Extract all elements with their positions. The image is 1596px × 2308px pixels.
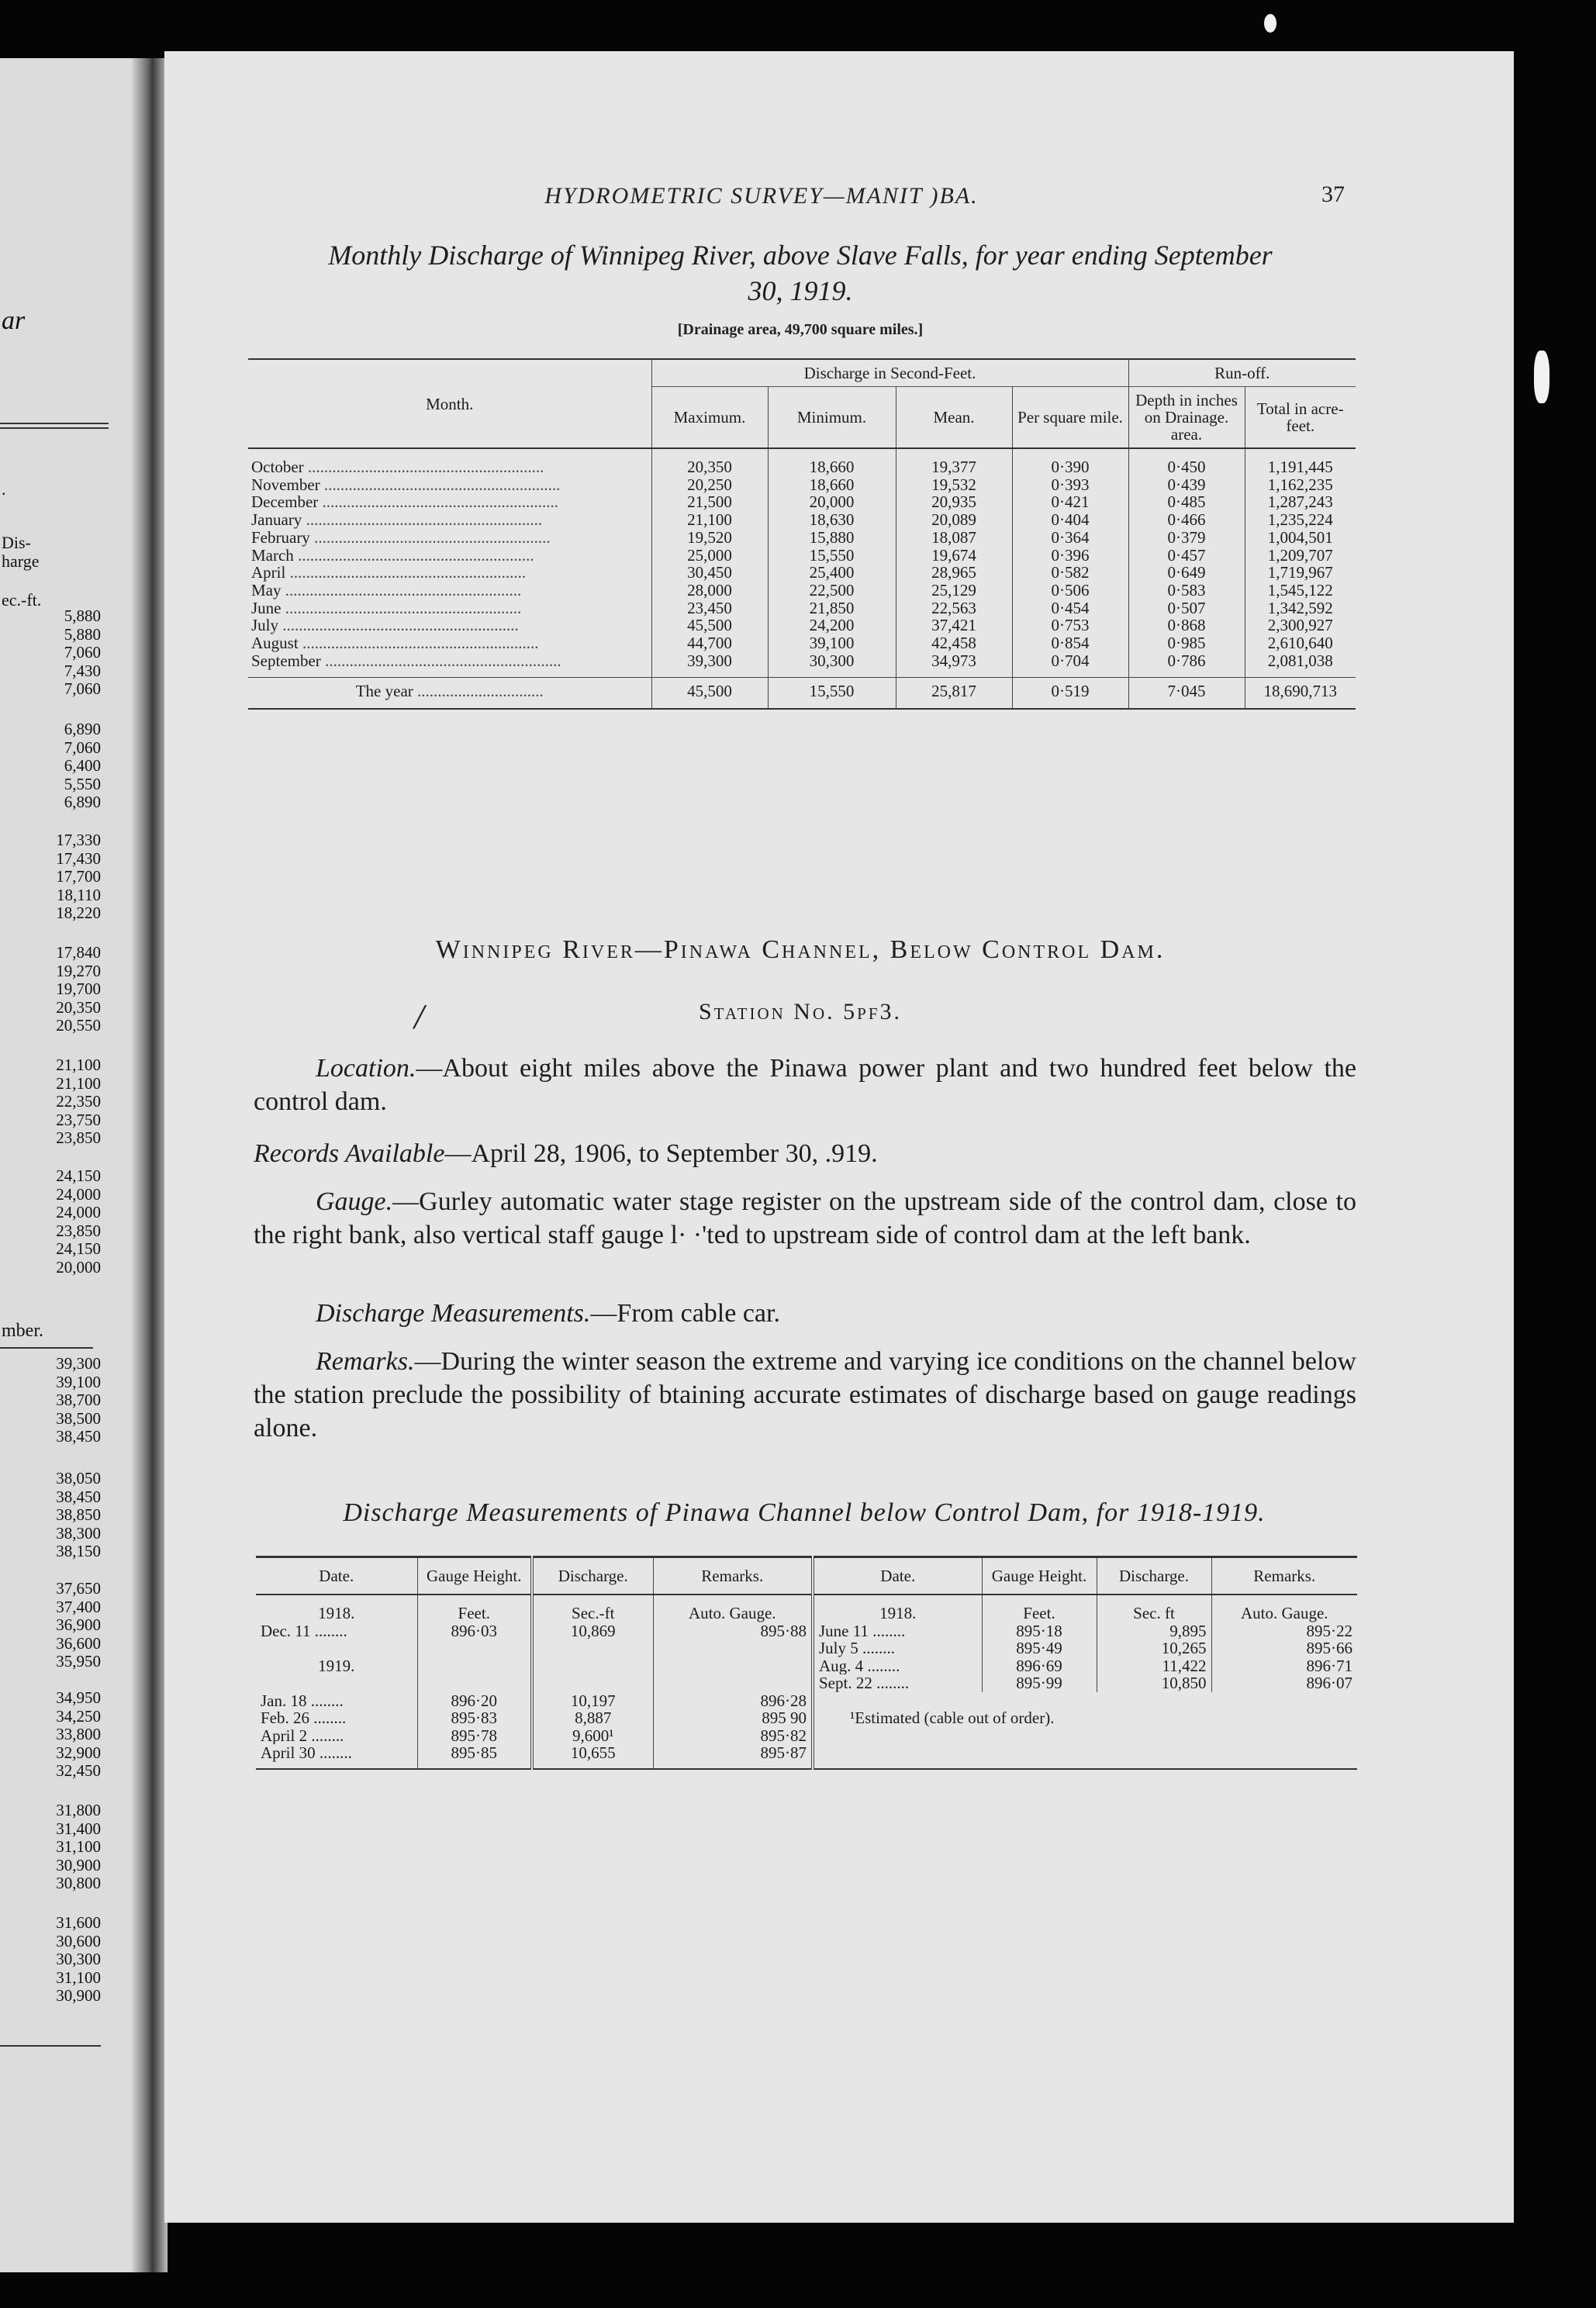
left-group-5	[0, 1056, 101, 1148]
total-acre-feet: 1,342,592	[1245, 599, 1356, 617]
maximum: 30,450	[651, 564, 768, 582]
depth-inches: 0·583	[1128, 582, 1245, 599]
date: June 11	[819, 1622, 869, 1639]
date: July 5	[819, 1639, 858, 1657]
left-value: 21,100	[56, 1073, 101, 1093]
col-mean: Mean.	[896, 387, 1012, 449]
depth-inches: 0·786	[1128, 652, 1245, 678]
left-value: 24,150	[56, 1166, 101, 1185]
total-acre-feet: 1,209,707	[1245, 547, 1356, 565]
unit-auto-gauge: Auto. Gauge.	[653, 1595, 813, 1622]
unit-feet: Feet.	[417, 1595, 532, 1622]
discharge: 11,422	[1097, 1657, 1211, 1675]
remarks: 896·07	[1211, 1674, 1357, 1692]
left-value: 7,060	[64, 643, 101, 662]
minimum: 24,200	[768, 617, 896, 634]
discharge-text: —From cable car.	[590, 1299, 780, 1328]
left-section-label: mber.	[2, 1321, 43, 1341]
left-value: 20,000	[56, 1257, 101, 1277]
left-value: 23,850	[56, 1221, 101, 1240]
date: April 2	[261, 1726, 308, 1744]
left-value: 30,600	[56, 1931, 101, 1950]
per-square-mile: 0·854	[1012, 634, 1128, 652]
group-discharge: Discharge in Second-Feet.	[651, 359, 1128, 387]
per-square-mile: 0·396	[1012, 547, 1128, 565]
footnote-text: ¹Estimated (cable out of order).	[850, 1709, 1055, 1727]
left-value: 37,400	[56, 1597, 101, 1616]
month-name: September	[251, 651, 321, 670]
col-remarks-right: Remarks.	[1211, 1557, 1357, 1595]
left-value: 38,050	[56, 1469, 101, 1487]
table-row: June .......................................................... 23,450 21,850 22,563 0·454 0·507 1,342,592	[248, 599, 1356, 617]
left-value: 19,700	[56, 980, 101, 998]
left-value: 34,250	[56, 1706, 101, 1726]
maximum: 39,300	[651, 652, 768, 678]
month-name: October	[251, 458, 304, 476]
year-label: The year	[355, 682, 413, 701]
left-value: 19,270	[56, 961, 101, 980]
mean: 18,087	[896, 529, 1012, 547]
running-header: HYDROMETRIC SURVEY—MANIT )BA.	[544, 183, 979, 209]
table-row: November .......................................................... 20,250 18,660 19,532 0·393 0·439 1,162,235	[248, 476, 1356, 494]
left-value: 35,950	[56, 1652, 101, 1671]
left-dots: .	[2, 479, 6, 499]
minimum: 18,660	[768, 476, 896, 494]
per-square-mile: 0·753	[1012, 617, 1128, 634]
left-value: 38,150	[56, 1542, 101, 1560]
left-value: 31,600	[56, 1913, 101, 1932]
remarks: 895·87	[653, 1744, 813, 1769]
col-discharge-right: Discharge.	[1097, 1557, 1211, 1595]
left-value: 31,100	[56, 1837, 101, 1856]
monthly-discharge-table	[248, 358, 1356, 710]
depth-inches: 0·507	[1128, 599, 1245, 617]
table-row: 1919. Aug. 4 ........ 896·69 11,422 896·71	[256, 1657, 1357, 1675]
left-group-1	[0, 607, 101, 699]
discharge: 9,600¹	[532, 1727, 653, 1745]
year-maximum: 45,500	[651, 678, 768, 709]
left-value: 17,840	[56, 943, 101, 962]
left-value: 32,900	[56, 1743, 101, 1762]
depth-inches: 0·439	[1128, 476, 1245, 494]
page-number: 37	[1321, 181, 1345, 207]
left-value: 34,950	[56, 1688, 101, 1707]
month-name: March	[251, 546, 294, 565]
month-name: January	[251, 511, 302, 529]
left-rule	[0, 2045, 101, 2047]
left-value: 6,400	[64, 756, 101, 775]
depth-inches: 0·985	[1128, 634, 1245, 652]
maximum: 20,350	[651, 448, 768, 476]
left-value: 18,220	[56, 904, 101, 922]
left-value: 24,000	[56, 1203, 101, 1221]
left-value: 7,060	[64, 738, 101, 757]
unit-feet: Feet.	[982, 1595, 1097, 1622]
month-name: April	[251, 564, 286, 582]
left-value: 31,400	[56, 1819, 101, 1838]
mean: 37,421	[896, 617, 1012, 634]
discharge-paragraph	[254, 1297, 1356, 1330]
left-value: 17,330	[56, 831, 101, 849]
left-value: 24,150	[56, 1239, 101, 1258]
minimum: 15,880	[768, 529, 896, 547]
total-acre-feet: 1,719,967	[1245, 564, 1356, 582]
discharge: 10,265	[1097, 1639, 1211, 1657]
maximum: 45,500	[651, 617, 768, 634]
left-value: 21,100	[56, 1056, 101, 1074]
col-maximum: Maximum.	[651, 387, 768, 449]
left-value: 38,300	[56, 1523, 101, 1543]
minimum: 21,850	[768, 599, 896, 617]
location-label: Location.	[316, 1054, 416, 1083]
table-row: December .......................................................... 21,500 20,000 20,935 0·421 0·485 1,287,243	[248, 493, 1356, 511]
unit-secft: Sec. ft	[1097, 1595, 1211, 1622]
col-gauge-left: Gauge Height.	[417, 1557, 532, 1595]
left-top-word: ar	[2, 306, 26, 335]
depth-inches: 0·649	[1128, 564, 1245, 582]
gauge-height: 896·03	[417, 1622, 532, 1640]
left-value: 5,550	[64, 774, 101, 793]
total-acre-feet: 1,162,235	[1245, 476, 1356, 494]
year-total-acre-feet: 18,690,713	[1245, 678, 1356, 709]
table-row: Sept. 22 ........ 895·99 10,850 896·07	[256, 1674, 1357, 1692]
monthly-rows	[248, 448, 1356, 709]
mean: 19,532	[896, 476, 1012, 494]
year-minimum: 15,550	[768, 678, 896, 709]
book-gutter	[130, 58, 168, 2272]
scan-speck	[1264, 14, 1276, 33]
left-value: 38,500	[56, 1408, 101, 1428]
records-paragraph	[254, 1137, 1356, 1170]
discharge-label: Discharge Measurements.	[316, 1299, 591, 1328]
table-row: April 2 ........ 895·78 9,600¹ 895·82	[256, 1727, 1357, 1745]
per-square-mile: 0·404	[1012, 511, 1128, 529]
col-minimum: Minimum.	[768, 387, 896, 449]
year-depth-inches: 7·045	[1128, 678, 1245, 709]
table2-title: Discharge Measurements of Pinawa Channel below Control Dam, for 1918-1919.	[343, 1498, 1266, 1527]
mean: 22,563	[896, 599, 1012, 617]
left-value: 38,450	[56, 1427, 101, 1446]
left-group-7	[0, 1355, 101, 1446]
total-acre-feet: 1,545,122	[1245, 582, 1356, 599]
left-value: 36,900	[56, 1615, 101, 1634]
location-text: —About eight miles above the Pinawa power plant and two hundred feet below the control dam.	[254, 1054, 1356, 1116]
left-value: 38,450	[56, 1487, 101, 1506]
table-row: Jan. 18 ........ 896·20 10,197 896·28	[256, 1692, 1357, 1710]
total-acre-feet: 2,610,640	[1245, 634, 1356, 652]
maximum: 23,450	[651, 599, 768, 617]
month-name: December	[251, 493, 319, 512]
table-row: Feb. 26 ........ 895·83 8,887 895 90 ¹Estimated (cable out of order).	[256, 1709, 1357, 1727]
gauge-label: Gauge.	[316, 1187, 393, 1216]
maximum: 19,520	[651, 529, 768, 547]
mean: 34,973	[896, 652, 1012, 678]
col-per-square-mile: Per square mile.	[1012, 387, 1128, 449]
table-row: July 5 ........ 895·49 10,265 895·66	[256, 1639, 1357, 1657]
table1-title	[242, 237, 1359, 309]
per-square-mile: 0·421	[1012, 493, 1128, 511]
discharge: 10,197	[532, 1692, 653, 1710]
col-discharge-left: Discharge.	[532, 1557, 653, 1595]
discharge: 10,869	[532, 1622, 653, 1640]
maximum: 25,000	[651, 547, 768, 565]
discharge: 9,895	[1097, 1622, 1211, 1640]
left-value: 20,350	[56, 997, 101, 1017]
remarks: 895·22	[1211, 1622, 1357, 1640]
per-square-mile: 0·390	[1012, 448, 1128, 476]
gauge-height: 895·83	[417, 1709, 532, 1727]
year-total-row: The year ............................... 45,500 15,550 25,817 0·519 7·045 18,690,713	[248, 678, 1356, 709]
left-value: 31,100	[56, 1968, 101, 1987]
depth-inches: 0·457	[1128, 547, 1245, 565]
depth-inches: 0·868	[1128, 617, 1245, 634]
left-value: 30,900	[56, 1986, 101, 2005]
unit-auto-gauge: Auto. Gauge.	[1211, 1595, 1357, 1622]
remarks: 895·66	[1211, 1639, 1357, 1657]
left-year-1918: 1918.	[318, 1604, 355, 1622]
depth-inches: 0·485	[1128, 493, 1245, 511]
table-row: September .......................................................... 39,300 30,300 34,973 0·704 0·786 2,081,038	[248, 652, 1356, 678]
per-square-mile: 0·393	[1012, 476, 1128, 494]
minimum: 20,000	[768, 493, 896, 511]
mean: 42,458	[896, 634, 1012, 652]
left-group-8	[0, 1470, 101, 1561]
left-value: 23,850	[56, 1128, 101, 1147]
minimum: 22,500	[768, 582, 896, 599]
left-value: 38,850	[56, 1505, 101, 1524]
mean: 19,377	[896, 448, 1012, 476]
left-group-4	[0, 944, 101, 1035]
mean: 20,935	[896, 493, 1012, 511]
month-name: July	[251, 617, 279, 635]
left-value: 18,110	[57, 885, 101, 904]
left-group-12	[0, 1914, 101, 2006]
remarks-paragraph	[254, 1345, 1356, 1445]
discharge: 10,850	[1097, 1674, 1211, 1692]
month-name: May	[251, 581, 282, 599]
left-value: 38,700	[56, 1391, 101, 1409]
per-square-mile: 0·364	[1012, 529, 1128, 547]
left-year-1919: 1919.	[318, 1656, 355, 1675]
left-unit: ec.-ft.	[2, 590, 42, 610]
left-group-9	[0, 1580, 101, 1671]
table-row: March .......................................................... 25,000 15,550 19,674 0·396 0·457 1,209,707	[248, 547, 1356, 565]
left-group-10	[0, 1689, 101, 1781]
gauge-height: 895·18	[982, 1622, 1097, 1640]
total-acre-feet: 2,081,038	[1245, 652, 1356, 678]
minimum: 18,630	[768, 511, 896, 529]
minimum: 39,100	[768, 634, 896, 652]
gauge-height: 895·78	[417, 1727, 532, 1745]
col-total-acre-feet: Total in acre-feet.	[1245, 387, 1356, 449]
mean: 28,965	[896, 564, 1012, 582]
maximum: 20,250	[651, 476, 768, 494]
section-heading: Winnipeg River—Pinawa Channel, Below Control Dam.	[435, 935, 1166, 964]
left-value: 36,600	[56, 1633, 101, 1653]
gauge-height: 895·99	[982, 1674, 1097, 1692]
left-value: 6,890	[64, 793, 101, 811]
mean: 20,089	[896, 511, 1012, 529]
group-runoff: Run-off.	[1128, 359, 1356, 387]
remarks-label: Remarks.	[316, 1347, 415, 1376]
station-number: Station No. 5pf3.	[698, 999, 902, 1024]
unit-secft: Sec.-ft	[532, 1595, 653, 1622]
left-value: 30,300	[56, 1950, 101, 1968]
depth-inches: 0·450	[1128, 448, 1245, 476]
per-square-mile: 0·454	[1012, 599, 1128, 617]
col-depth: Depth in inches on Drainage. area.	[1128, 387, 1245, 449]
left-value: 6,890	[64, 720, 101, 738]
left-group-11	[0, 1802, 101, 1893]
col-month: Month.	[248, 359, 651, 448]
left-header-bottom: harge	[2, 551, 40, 571]
left-group-3	[0, 831, 101, 923]
col-gauge-right: Gauge Height.	[982, 1557, 1097, 1595]
left-facing-page	[0, 58, 151, 2272]
gauge-height: 896·69	[982, 1657, 1097, 1675]
left-value: 24,000	[56, 1184, 101, 1204]
left-group-2	[0, 720, 101, 812]
year-mean: 25,817	[896, 678, 1012, 709]
col-remarks-left: Remarks.	[653, 1557, 813, 1595]
table-row: Dec. 11 ........ 896·03 10,869 895·88 June 11 ........ 895·18 9,895 895·22	[256, 1622, 1357, 1640]
discharge: 10,655	[532, 1744, 653, 1769]
table-row: October .......................................................... 20,350 18,660 19,377 0·390 0·450 1,191,445	[248, 448, 1356, 476]
per-square-mile: 0·506	[1012, 582, 1128, 599]
maximum: 28,000	[651, 582, 768, 599]
total-acre-feet: 1,004,501	[1245, 529, 1356, 547]
left-value: 37,650	[56, 1579, 101, 1598]
date: Sept. 22	[819, 1674, 872, 1692]
table-row: May .......................................................... 28,000 22,500 25,129 0·506 0·583 1,545,122	[248, 582, 1356, 599]
left-value: 5,880	[64, 606, 101, 625]
table-row: April .......................................................... 30,450 25,400 28,965 0·582 0·649 1,719,967	[248, 564, 1356, 582]
table1-title-line2: 30, 1919.	[748, 275, 853, 306]
maximum: 44,700	[651, 634, 768, 652]
discharge: 8,887	[532, 1709, 653, 1727]
minimum: 15,550	[768, 547, 896, 565]
table-row: July .......................................................... 45,500 24,200 37,421 0·753 0·868 2,300,927	[248, 617, 1356, 634]
left-value: 7,060	[64, 679, 101, 698]
left-value: 17,430	[56, 848, 101, 868]
left-value: 22,350	[56, 1092, 101, 1111]
left-value: 39,300	[56, 1354, 101, 1373]
margin-mark: /	[414, 997, 424, 1036]
date: Dec. 11	[261, 1622, 311, 1639]
gauge-height: 896·20	[417, 1692, 532, 1710]
left-rule	[0, 423, 109, 424]
gauge-height: 895·85	[417, 1744, 532, 1769]
discharge-measurements-table	[256, 1556, 1357, 1770]
left-value: 33,800	[56, 1725, 101, 1743]
left-value: 31,800	[56, 1801, 101, 1819]
left-value: 5,880	[64, 624, 101, 644]
month-name: November	[251, 475, 320, 494]
total-acre-feet: 1,287,243	[1245, 493, 1356, 511]
date: Aug. 4	[819, 1657, 864, 1674]
footnote	[813, 1709, 1357, 1727]
left-header-top: Dis-	[2, 533, 31, 552]
remarks: 895·88	[653, 1622, 813, 1640]
month-name: February	[251, 528, 310, 547]
month-name: June	[251, 599, 282, 617]
total-acre-feet: 2,300,927	[1245, 617, 1356, 634]
gauge-height: 895·49	[982, 1639, 1097, 1657]
scan-speck	[1534, 351, 1549, 403]
month-name: August	[251, 634, 299, 652]
date: Jan. 18	[261, 1691, 307, 1709]
location-paragraph	[254, 1052, 1356, 1118]
per-square-mile: 0·704	[1012, 652, 1128, 678]
gauge-paragraph	[254, 1185, 1356, 1252]
remarks: 895·82	[653, 1727, 813, 1745]
left-rule	[0, 427, 109, 429]
minimum: 18,660	[768, 448, 896, 476]
table-row: April 30 ........ 895·85 10,655 895·87	[256, 1744, 1357, 1769]
left-value: 39,100	[56, 1372, 101, 1391]
remarks-text: —During the winter season the extreme and varying ice conditions on the channel below the station preclude the possibility of btaining accurate estimates of discharge based on gauge readings alone.	[254, 1347, 1356, 1442]
maximum: 21,500	[651, 493, 768, 511]
gauge-text: —Gurley automatic water stage register on the upstream side of the control dam, close to the right bank, also vertical staff gauge l· ·'ted to upstream side of control dam at the left bank.	[254, 1187, 1356, 1249]
total-acre-feet: 1,235,224	[1245, 511, 1356, 529]
minimum: 25,400	[768, 564, 896, 582]
records-text: —April 28, 1906, to September 30, .919.	[444, 1139, 878, 1168]
scanned-page	[164, 51, 1514, 2223]
total-acre-feet: 1,191,445	[1245, 448, 1356, 476]
depth-inches: 0·466	[1128, 511, 1245, 529]
depth-inches: 0·379	[1128, 529, 1245, 547]
right-year-1918: 1918.	[813, 1595, 982, 1622]
col-date-right: Date.	[813, 1557, 982, 1595]
left-rule	[0, 1347, 93, 1349]
left-value: 20,550	[56, 1016, 101, 1035]
left-value: 17,700	[56, 867, 101, 886]
per-square-mile: 0·582	[1012, 564, 1128, 582]
left-group-6	[0, 1167, 101, 1277]
remarks: 895 90	[653, 1709, 813, 1727]
table1-title-line1: Monthly Discharge of Winnipeg River, above Slave Falls, for year ending September	[328, 240, 1273, 271]
maximum: 21,100	[651, 511, 768, 529]
units-row	[256, 1595, 1357, 1622]
mean: 19,674	[896, 547, 1012, 565]
date: April 30	[261, 1744, 316, 1762]
year-per-square-mile: 0·519	[1012, 678, 1128, 709]
left-value: 30,900	[56, 1855, 101, 1874]
left-value: 32,450	[56, 1761, 101, 1780]
table-row: January .......................................................... 21,100 18,630 20,089 0·404 0·466 1,235,224	[248, 511, 1356, 529]
left-value: 23,750	[56, 1110, 101, 1129]
drainage-note: [Drainage area, 49,700 square miles.]	[677, 321, 924, 338]
remarks: 896·71	[1211, 1657, 1357, 1675]
date: Feb. 26	[261, 1709, 309, 1727]
records-label: Records Available	[254, 1139, 445, 1168]
table-row: February .......................................................... 19,520 15,880 18,087 0·364 0·379 1,004,501	[248, 529, 1356, 547]
col-date-left: Date.	[256, 1557, 417, 1595]
minimum: 30,300	[768, 652, 896, 678]
left-value: 30,800	[56, 1874, 101, 1892]
remarks: 896·28	[653, 1692, 813, 1710]
mean: 25,129	[896, 582, 1012, 599]
left-value: 7,430	[64, 661, 101, 680]
table-row: August .......................................................... 44,700 39,100 42,458 0·854 0·985 2,610,640	[248, 634, 1356, 652]
